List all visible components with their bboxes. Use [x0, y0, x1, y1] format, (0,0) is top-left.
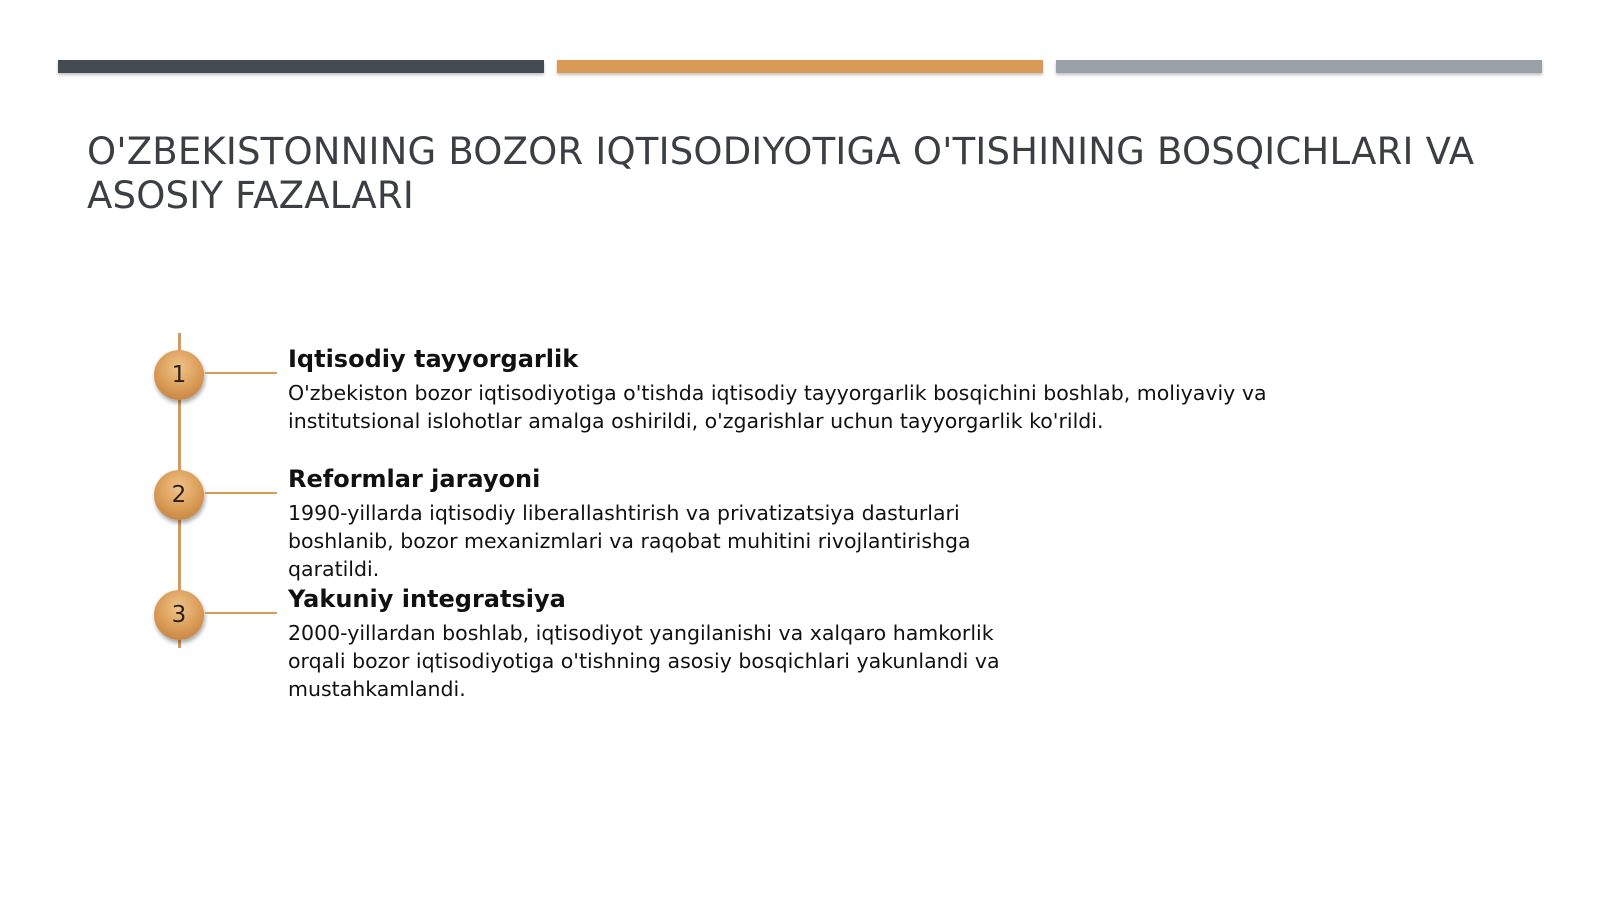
timeline-node-1: 1	[154, 350, 204, 400]
timeline-item-title-3: Yakuniy integratsiya	[288, 585, 566, 613]
timeline-item-description-1: O'zbekiston bozor iqtisodiyotiga o'tishda iqtisodiy tayyorgarlik bosqichini boshlab, moliyaviy va institutsional islohotlar amalga oshirildi, o'zgarishlar uchun tayyorgarlik ko'rildi.	[288, 381, 1267, 433]
timeline-item-title-1: Iqtisodiy tayyorgarlik	[288, 345, 579, 373]
timeline-connector-1	[205, 372, 277, 374]
timeline-connector-3	[205, 612, 277, 614]
timeline-connector-2	[205, 492, 277, 494]
timeline-node-3: 3	[154, 590, 204, 640]
timeline-item-description-2: 1990-yillarda iqtisodiy liberallashtirish va privatizatsiya dasturlari boshlanib, bozor mexanizmlari va raqobat muhitini rivojlantirishga qaratildi.	[288, 501, 971, 581]
slide-title: O'ZBEKISTONNING BOZOR IQTISODIYOTIGA O'TISHINING BOSQICHLARI VA ASOSIY FAZALARI	[87, 130, 1475, 217]
timeline-item-description-3: 2000-yillardan boshlab, iqtisodiyot yangilanishi va xalqaro hamkorlik orqali bozor iqtisodiyotiga o'tishning asosiy bosqichlari yakunlandi va mustahkamlandi.	[288, 621, 1000, 701]
timeline-item-title-2: Reformlar jarayoni	[288, 465, 541, 493]
timeline-node-2: 2	[154, 470, 204, 520]
